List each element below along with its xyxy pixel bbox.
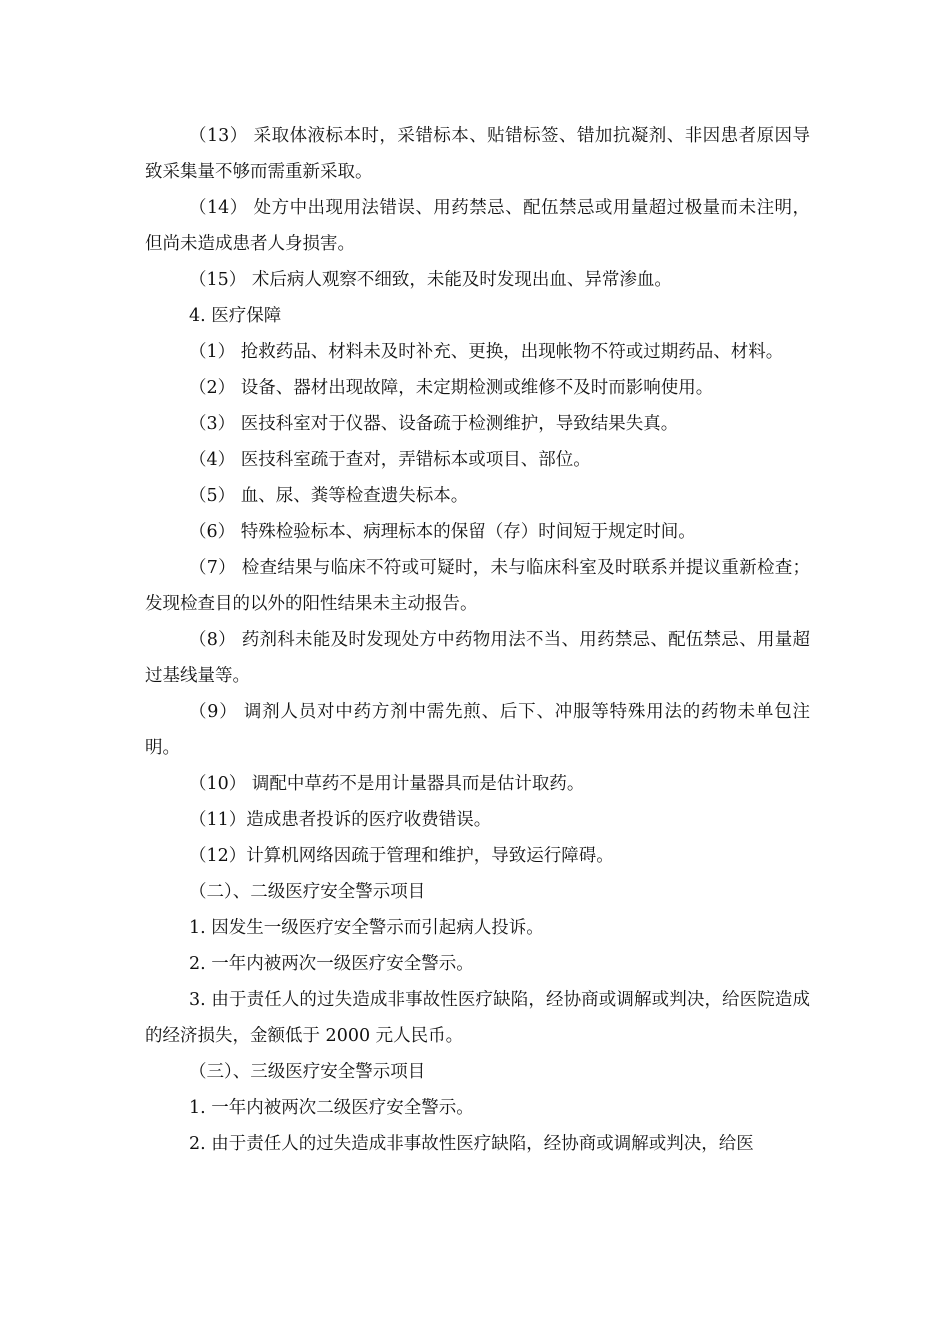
level-2-item-1: 1. 因发生一级医疗安全警示而引起病人投诉。 [189,918,544,938]
section-heading-medical-support: 4. 医疗保障 [189,306,282,326]
level-3-item-2: 2. 由于责任人的过失造成非事故性医疗缺陷，经协商或调解或判决，给医 [189,1134,754,1154]
level-3-item-1: 1. 一年内被两次二级医疗安全警示。 [189,1098,474,1118]
paragraph-item-8: （8） 药剂科未能及时发现处方中药物用法不当、用药禁忌、配伍禁忌、用量超过基线量等。 [145,630,810,686]
paragraph-item-10: （10） 调配中草药不是用计量器具而是估计取药。 [189,774,585,794]
paragraph-item-3: （3） 医技科室对于仪器、设备疏于检测维护，导致结果失真。 [189,414,679,434]
paragraph-item-5: （5） 血、尿、粪等检查遗失标本。 [189,486,469,506]
paragraph-item-4: （4） 医技科室疏于查对，弄错标本或项目、部位。 [189,450,591,470]
paragraph-item-6: （6） 特殊检验标本、病理标本的保留（存）时间短于规定时间。 [189,522,696,542]
paragraph-item-7: （7） 检查结果与临床不符或可疑时，未与临床科室及时联系并提议重新检查；发现检查目的以外的阳性结果未主动报告。 [145,558,810,614]
section-heading-level-2-warnings: （二）、二级医疗安全警示项目 [189,882,426,902]
paragraph-item-2: （2） 设备、器材出现故障，未定期检测或维修不及时而影响使用。 [189,378,714,398]
paragraph-item-12: （12）计算机网络因疏于管理和维护，导致运行障碍。 [189,846,614,866]
section-heading-level-3-warnings: （三）、三级医疗安全警示项目 [189,1062,426,1082]
paragraph-item-13: （13） 采取体液标本时，采错标本、贴错标签、错加抗凝剂、非因患者原因导致采集量不够而需重新采取。 [145,126,810,182]
paragraph-item-14: （14） 处方中出现用法错误、用药禁忌、配伍禁忌或用量超过极量而未注明，但尚未造成患者人身损害。 [145,198,810,254]
document-body [145,118,810,1162]
paragraph-item-1: （1） 抢救药品、材料未及时补充、更换，出现帐物不符或过期药品、材料。 [189,342,784,362]
paragraph-item-9: （9） 调剂人员对中药方剂中需先煎、后下、冲服等特殊用法的药物未单包注明。 [145,702,810,758]
level-2-item-2: 2. 一年内被两次一级医疗安全警示。 [189,954,474,974]
level-2-item-3: 3. 由于责任人的过失造成非事故性医疗缺陷，经协商或调解或判决，给医院造成的经济损失，金额低于 2000 元人民币。 [145,990,810,1046]
paragraph-item-15: （15） 术后病人观察不细致，未能及时发现出血、异常渗血。 [189,270,672,290]
paragraph-item-11: （11）造成患者投诉的医疗收费错误。 [189,810,492,830]
